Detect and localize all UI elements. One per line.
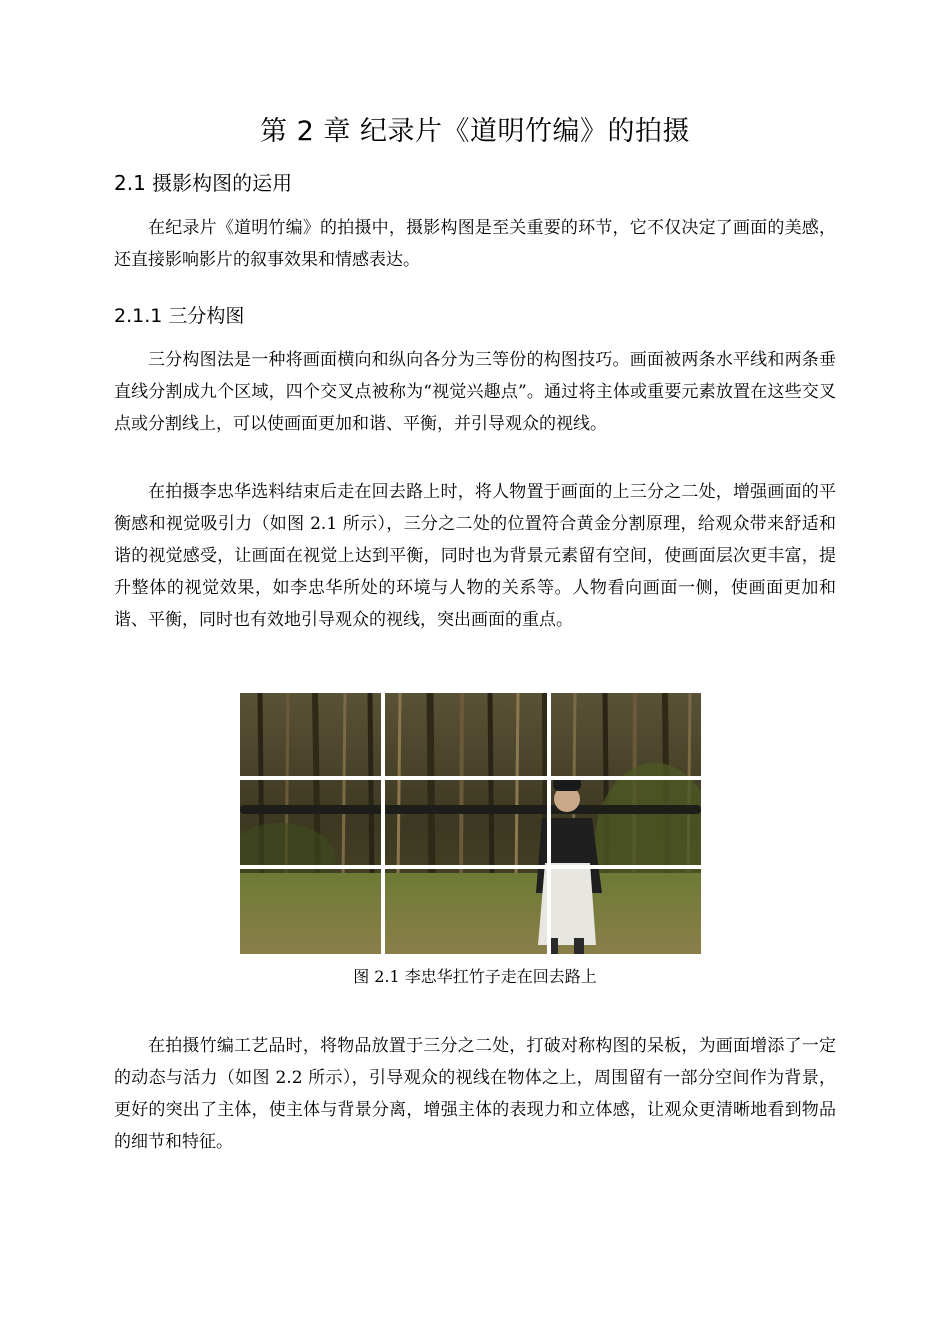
bamboo-pole [240, 805, 701, 814]
chapter-title: 第 2 章 纪录片《道明竹编》的拍摄 [260, 116, 690, 147]
figure-caption: 图 2.1 李忠华扛竹子走在回去路上 [353, 967, 597, 986]
section-intro-paragraph: 在纪录片《道明竹编》的拍摄中，摄影构图是至关重要的环节，它不仅决定了画面的美感，还直接影响影片的叙事效果和情感表达。 [114, 218, 836, 270]
subsection-heading: 2.1.1 三分构图 [114, 305, 245, 327]
body-paragraph: 在拍摄李忠华选料结束后走在回去路上时，将人物置于画面的上三分之二处，增强画面的平衡感和视觉吸引力（如图 2.1 所示），三分之二处的位置符合黄金分割原理，给观众带来舒适和谐的视觉感受，让画面在视觉上达到平衡，同时也为背景元素留有空间，使画面层次更丰富，提升整体的视觉效果，如李忠华所处的环境与人物的关系等。人物看向画面一侧，使画面更加和谐、平衡，同时也有效地引导观众的视线，突出画面的重点。 [114, 482, 836, 630]
grass-field [240, 873, 701, 954]
section-heading: 2.1 摄影构图的运用 [114, 171, 293, 195]
photo-illustration [240, 693, 701, 954]
figure-photo-rule-of-thirds [240, 693, 701, 954]
body-paragraph: 三分构图法是一种将画面横向和纵向各分为三等份的构图技巧。画面被两条水平线和两条垂直线分割成九个区域，四个交叉点被称为“视觉兴趣点”。通过将主体或重要元素放置在这些交叉点或分割线上，可以使画面更加和谐、平衡，并引导观众的视线。 [114, 350, 836, 434]
body-paragraph: 在拍摄竹编工艺品时，将物品放置于三分之二处，打破对称构图的呆板，为画面增添了一定的动态与活力（如图 2.2 所示），引导观众的视线在物体之上，周围留有一部分空间作为背景，更好的突出了主体，使主体与背景分离，增强主体的表现力和立体感，让观众更清晰地看到物品的细节和特征。 [114, 1036, 836, 1152]
